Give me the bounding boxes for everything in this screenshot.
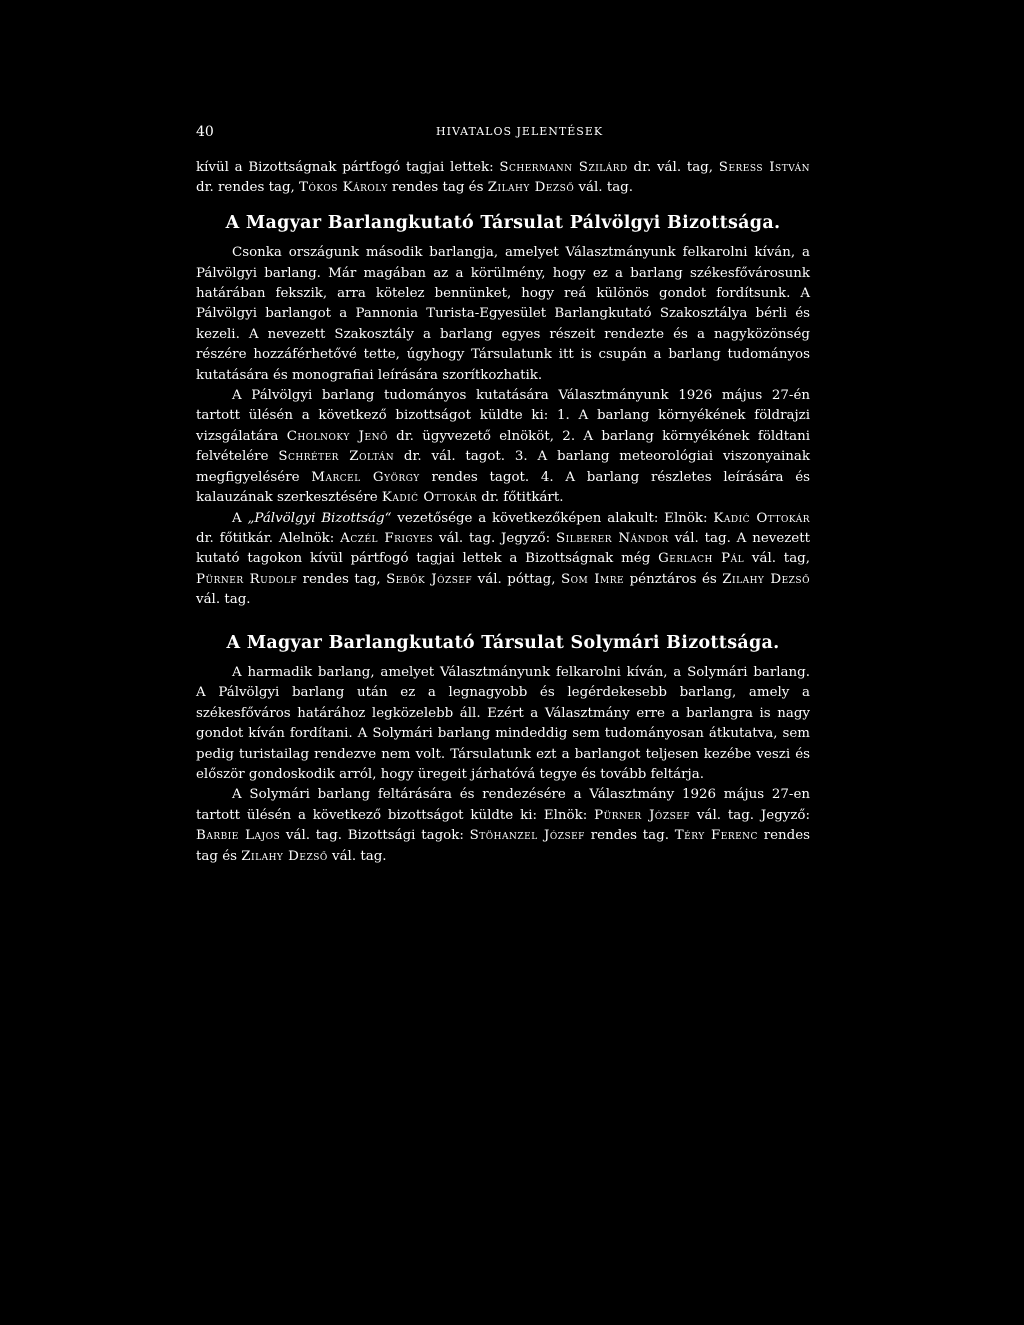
opening-paragraph [196,158,810,199]
person-name: Marcel György [311,469,420,485]
person-name: Barbie Lajos [196,828,281,844]
text-run: rendes tag és [387,180,488,196]
text-run: dr. vál. tag, [627,160,719,175]
text-run: vál. tag. [196,592,251,608]
text-run: rendes tag és [196,828,811,864]
text-run: vál. tag. Jegyző: [433,530,556,546]
text-run: vál. póttag, [472,571,561,587]
page-number: 40 [196,124,214,140]
text-run: kívül a Bizottságnak pártfogó tagjai lettek: [196,160,500,175]
text-run: A [232,510,248,526]
text-run: rendes tag, [297,571,387,587]
text-run: dr. főtitkárt. [477,490,564,506]
person-name: Cholnoky Jenő [286,428,388,444]
text-run: dr. vál. tagot. 3. A barlang meteorológiai viszonyainak megfigyelésére [196,449,811,485]
person-name: Pürner József [594,807,691,823]
running-title: HIVATALOS JELENTÉSEK [436,125,604,138]
section-heading-solymari: A Magyar Barlangkutató Társulat Solymári Bizottsága. [226,632,780,653]
text-run: rendes tagot. 4. A barlang részletes leírására és kalauzának szerkesztésére [196,469,810,506]
section-heading-palvolgyi: A Magyar Barlangkutató Társulat Pálvölgyi Bizottsága. [225,212,781,233]
committee-name: „Pálvölgyi Bizottság“ [247,510,392,526]
palvolgyi-paragraph-2 [196,386,810,508]
text-run: A Solymári barlang feltárására és rendezésére a Választmány 1926 május 27-en tartott ülésén a következő bizottságot küldte ki: Elnök: [196,787,810,823]
person-name: Seress István [718,160,810,175]
text-run: vál. tag. [327,848,387,864]
person-name: Stöhanzel József [469,828,585,844]
person-name: Schréter Zoltán [278,449,395,465]
text-run: vál. tag. Bizottsági tagok: [280,828,470,844]
text-run: vál. tag, [744,551,811,567]
text-run: vál. tag. [574,180,634,196]
palvolgyi-paragraph-1: Csonka országunk második barlangja, amelyet Választmányunk felkarolni kíván, a Pálvölgyi barlang. Már magában az a körülmény, hogy ez a barlang székesfővárosunk határában fekszik, arra kötelez bennünket, hogy reá különös gondot fordítsunk. A Pálvölgyi barlangot a Pannonia Turista-Egyesület Barlangkutató Szakosztálya bérli és kezeli. A nevezett Szakosztály a barlang egyes részeit rendezte és a nagyközönség részére hozzáférhetővé tette, úgyhogy Társulatunk itt is csupán a barlang tudományos kutatására és monografiai leírására szorítkozhatik. [196,245,810,383]
text-run: vál. tag. Jegyző: [690,807,810,823]
person-name: Som Imre [560,571,625,587]
running-head [196,124,808,144]
text-run: rendes tag. [584,828,675,844]
palvolgyi-paragraph-3 [196,509,810,611]
text-run: dr. ügyvezető elnököt, 2. A barlang környékének földtani felvételére [196,428,811,465]
person-name: Pürner Rudolf [196,571,298,587]
person-name: Zilahy Dezső [241,848,328,864]
person-name: Kadić Ottokár [713,510,810,526]
person-name: Kadić Ottokár [381,490,477,506]
text-run: pénztáros és [624,571,723,587]
person-name: Silberer Nándor [555,530,669,546]
text-run: vezetősége a következőképen alakult: Elnök: [391,510,714,526]
person-name: Schermann Szilárd [499,160,628,175]
body-text [196,158,810,867]
person-name: Zilahy Dezső [487,180,575,196]
person-name: Sebők József [386,571,473,587]
solymari-paragraph-2 [196,785,810,867]
text-run: dr. rendes tag, [196,180,300,196]
person-name: Zilahy Dezső [722,571,810,587]
person-name: Téry Ferenc [674,828,758,844]
text-run: vál. tag. A nevezett kutató tagokon kívül pártfogó tagjai lettek a Bizottságnak még [196,530,810,567]
solymari-paragraph-1: A harmadik barlang, amelyet Választmányunk felkarolni kíván, a Solymári barlang. A Pálvölgyi barlang után ez a legnagyobb és legérdekesebb barlang, amely a székesfőváros határához legközelebb áll. Ezért a Választmány erre a barlangra is nagy gondot kíván fordítani. A Solymári barlang mindeddig sem tudományosan átkutatva, sem pedig turistailag rendezve nem volt. Társulatunk ezt a barlangot teljesen kezébe veszi és először gondoskodik arról, hogy üregeit járhatóvá tegye és tovább feltárja. [196,664,810,782]
person-name: Aczél Frigyes [340,530,434,546]
text-run: dr. főtitkár. Alelnök: [196,530,341,546]
text-run: A Pálvölgyi barlang tudományos kutatására Választmányunk 1926 május 27-én tartott ülésén a következő bizottságot küldte ki: 1. A barlang környékének földrajzi vizsgálatára [196,388,810,444]
person-name: Tókos Károly [299,180,388,196]
person-name: Gerlach Pál [658,551,745,567]
